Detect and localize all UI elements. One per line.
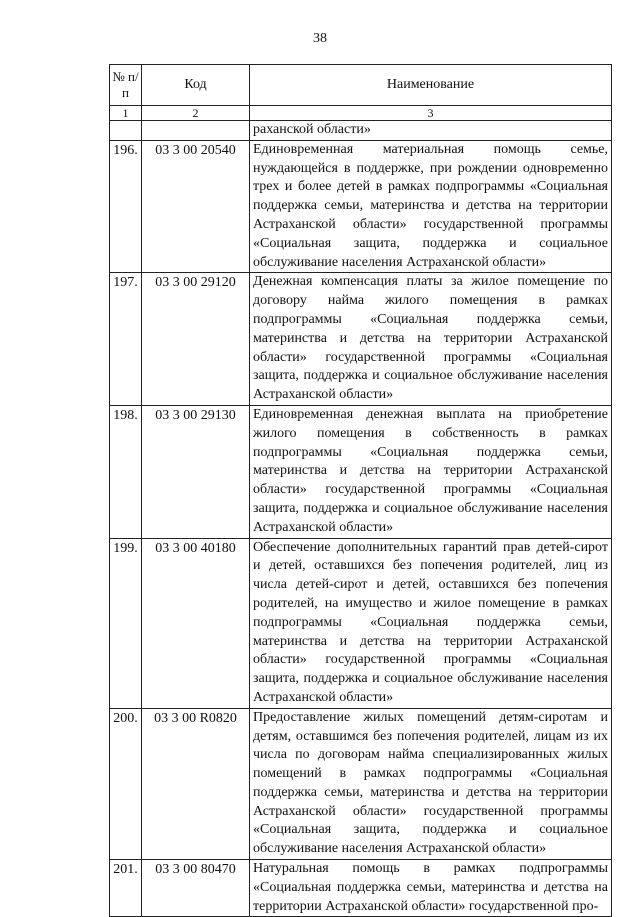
row-name: Натуральная помощь в рамках подпрограммы «Социальная поддержка семьи, материнства и детства на территории Астраханской области» государственной про- [250, 860, 612, 917]
continuation-row [110, 121, 612, 141]
row-number: 198. [110, 405, 142, 538]
row-name: Единовременная материальная помощь семье, нуждающейся в поддержке, при рождении одновременно трех и более детей в рамках подпрограммы «Социальная поддержка семьи, материнства и детства на территории Астраханской области» государственной программы «Социальная защита, поддержка и социальное обслуживание населения Астраханской области» [250, 140, 612, 273]
row-name: Предоставление жилых помещений детям-сиротам и детям, оставшимся без попечения родителей, лицам из их числа по договорам найма специализированных жилых помещений в рамках подпрограммы «Социальная поддержка семьи, материнства и детства на территории Астраханской области» государственной программы «Социальная защита, поддержка и социальное обслуживание населения Астраханской области» [250, 708, 612, 859]
row-code: 03 3 00 29120 [142, 273, 250, 406]
continuation-text: раханской области» [250, 121, 612, 141]
column-index-row [110, 106, 612, 121]
row-number: 196. [110, 140, 142, 273]
row-number: 200. [110, 708, 142, 859]
table-row [110, 405, 612, 538]
column-index: 2 [142, 106, 250, 121]
row-number: 199. [110, 538, 142, 708]
table-row [110, 538, 612, 708]
row-name: Единовременная денежная выплата на приобретение жилого помещения в собственность в рамках подпрограммы «Социальная поддержка семьи, материнства и детства на территории Астраханской области» государственной программы «Социальная защита, поддержка и социальное обслуживание населения Астраханской области» [250, 405, 612, 538]
row-code: 03 3 00 R0820 [142, 708, 250, 859]
table-row [110, 860, 612, 917]
table-row [110, 273, 612, 406]
table-row [110, 708, 612, 859]
row-code: 03 3 00 40180 [142, 538, 250, 708]
row-code: 03 3 00 29130 [142, 405, 250, 538]
budget-code-table [109, 64, 612, 917]
row-code: 03 3 00 20540 [142, 140, 250, 273]
page-number: 38 [313, 31, 327, 46]
row-code: 03 3 00 80470 [142, 860, 250, 917]
row-name: Денежная компенсация платы за жилое помещение по договору найма жилого помещения в рамках подпрограммы «Социальная поддержка семьи, материнства и детства на территории Астраханской области» государственной программы «Социальная защита, поддержка и социальное обслуживание населения Астраханской области» [250, 273, 612, 406]
row-name: Обеспечение дополнительных гарантий прав детей-сирот и детей, оставшихся без попечения родителей, лиц из числа детей-сирот и детей, оставшихся без попечения родителей, на имущество и жилое помещение в рамках подпрограммы «Социальная поддержка семьи, материнства и детства на территории Астраханской области» государственной программы «Социальная защита, поддержка и социальное обслуживание населения Астраханской области» [250, 538, 612, 708]
header-code: Код [142, 65, 250, 106]
row-number: 201. [110, 860, 142, 917]
table-row [110, 140, 612, 273]
column-index: 3 [250, 106, 612, 121]
row-code-cell [142, 121, 250, 141]
row-number: 197. [110, 273, 142, 406]
column-index: 1 [110, 106, 142, 121]
header-name: Наименование [250, 65, 612, 106]
header-number: № п/п [110, 65, 142, 106]
row-number-cell [110, 121, 142, 141]
table-header-row [110, 65, 612, 106]
